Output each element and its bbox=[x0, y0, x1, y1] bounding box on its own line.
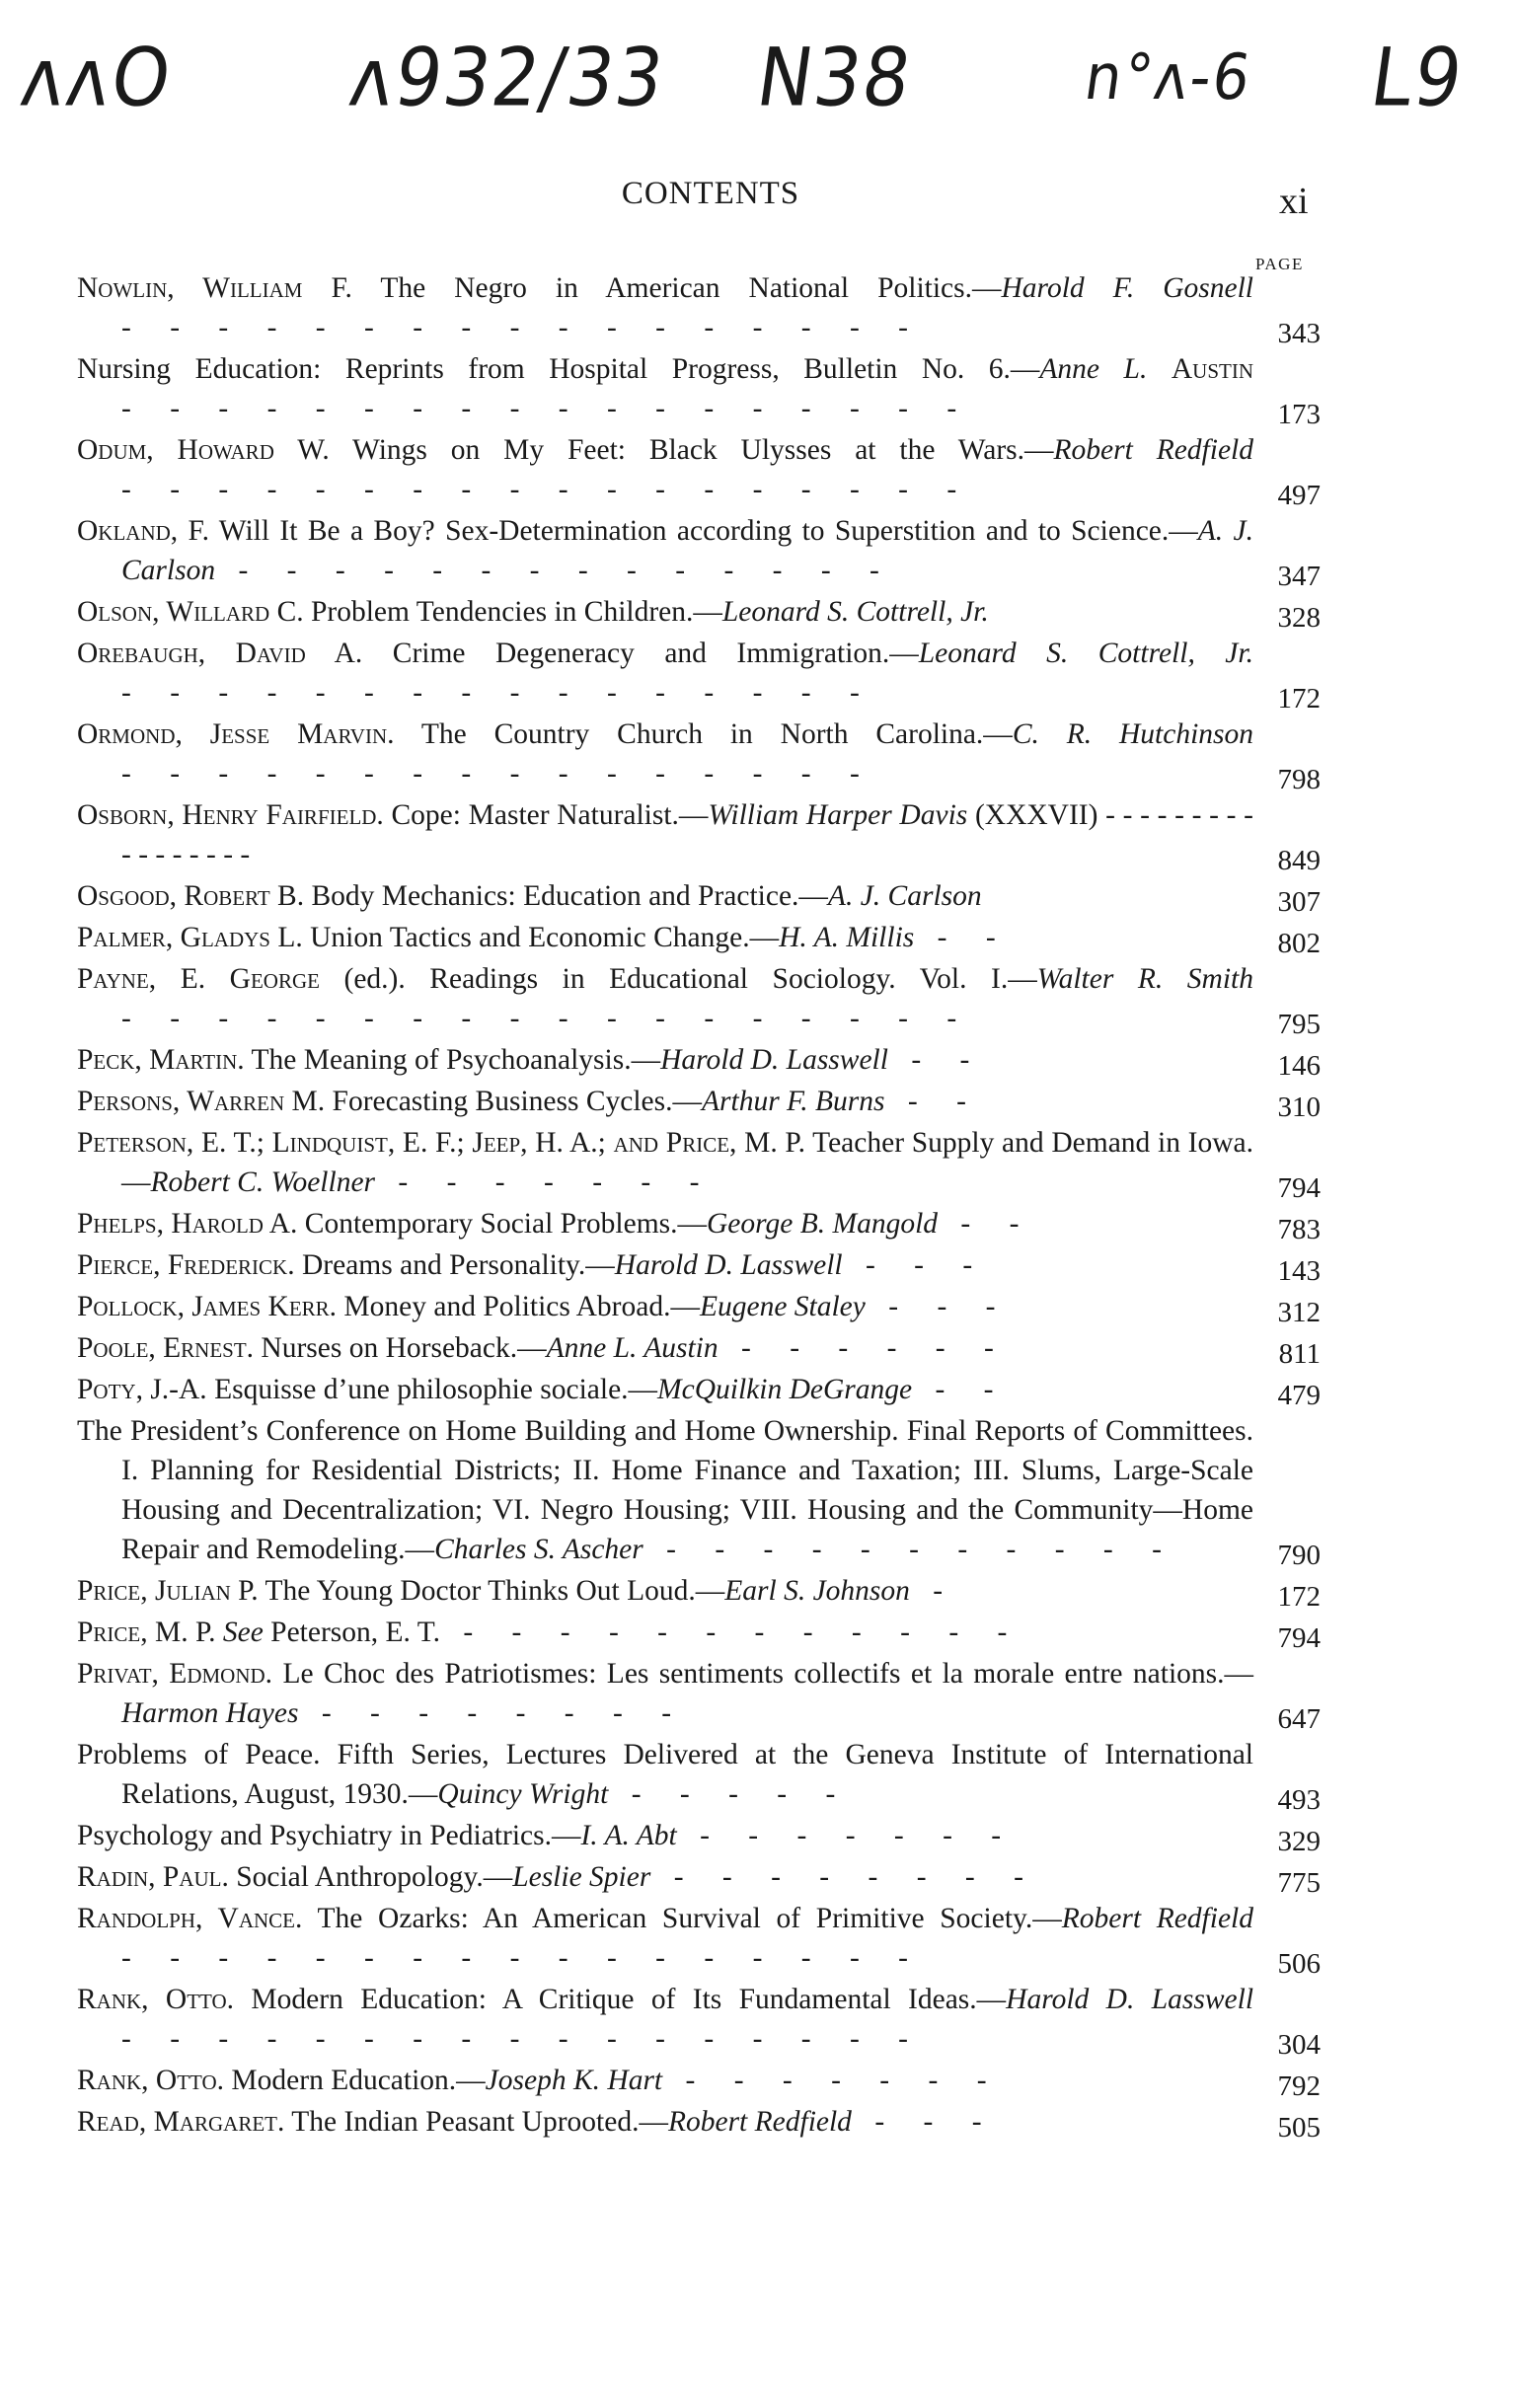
dot-leader: - - bbox=[884, 1086, 982, 1117]
entry-title bbox=[215, 1617, 222, 1648]
dot-leader: - - - - - - - - - - - bbox=[643, 1534, 1177, 1565]
dot-leader: - - - bbox=[865, 1291, 1012, 1322]
entry-page-number: 493 bbox=[1277, 1784, 1321, 1816]
author-name: Palmer, Gladys L. bbox=[77, 922, 303, 953]
contents-entry bbox=[77, 1411, 1321, 1569]
entry-text bbox=[77, 2061, 1253, 2100]
entry-text bbox=[77, 1245, 1253, 1285]
dot-leader: - - - - - - - bbox=[676, 1820, 1018, 1851]
reviewer-name: Charles S. Ascher bbox=[434, 1534, 643, 1565]
entry-text bbox=[77, 634, 1253, 713]
reviewer-name: Harmon Hayes bbox=[121, 1697, 299, 1729]
entry-text bbox=[77, 1287, 1253, 1326]
author-name: Poty, J.-A. bbox=[77, 1374, 207, 1405]
entry-page-number: 146 bbox=[1277, 1050, 1321, 1082]
entry-title: Forecasting Business Cycles.— bbox=[325, 1086, 702, 1117]
entry-title: The Young Doctor Thinks Out Loud.— bbox=[258, 1575, 725, 1607]
entry-text bbox=[77, 1370, 1253, 1409]
entry-page-number: 811 bbox=[1278, 1338, 1321, 1370]
contents-entry bbox=[77, 2061, 1321, 2100]
handwritten-note: ʌ932/33 bbox=[343, 31, 671, 125]
handwritten-note: n°ʌ-6 bbox=[1080, 39, 1257, 114]
entry-page-number: 310 bbox=[1277, 1091, 1321, 1123]
entry-title: (XXXVII) - - - - - - - - - - - - - - - - - bbox=[121, 799, 1253, 870]
author-name: Payne, E. George bbox=[77, 963, 320, 995]
entry-text bbox=[77, 715, 1253, 793]
author-name: Phelps, Harold A. bbox=[77, 1208, 298, 1240]
entry-title: Cope: Master Naturalist.— bbox=[383, 799, 709, 831]
entry-page-number: 143 bbox=[1277, 1255, 1321, 1287]
contents-entry bbox=[77, 959, 1321, 1038]
contents-entry bbox=[77, 1899, 1321, 1978]
entry-title: Peterson, E. T. bbox=[263, 1617, 440, 1648]
reviewer-name: Robert Redfield bbox=[667, 2106, 852, 2138]
entry-title: Modern Education.— bbox=[224, 2065, 486, 2096]
contents-entry bbox=[77, 1204, 1321, 1243]
page-title: CONTENTS bbox=[621, 176, 800, 211]
entry-page-number: 775 bbox=[1277, 1867, 1321, 1899]
entry-page-number: 172 bbox=[1277, 683, 1321, 715]
entry-page-number: 849 bbox=[1277, 845, 1321, 876]
author-name: Osgood, Robert B. bbox=[77, 880, 305, 912]
entry-title: Social Anthropology.— bbox=[228, 1861, 513, 1893]
entry-text bbox=[77, 2102, 1253, 2142]
reviewer-name: Robert Redfield bbox=[1053, 434, 1253, 466]
entry-page-number: 647 bbox=[1277, 1703, 1321, 1735]
dot-leader: - - bbox=[938, 1208, 1035, 1240]
dot-leader: - - - - - - - - - - - - - - - - - - bbox=[121, 474, 973, 505]
entry-text bbox=[77, 1735, 1253, 1814]
contents-entry bbox=[77, 1328, 1321, 1368]
dot-leader: - - - - - - bbox=[718, 1332, 1010, 1364]
reviewer-name: Harold D. Lasswell bbox=[1006, 1984, 1254, 2015]
dot-leader: - - bbox=[887, 1044, 986, 1076]
author-name: Ormond, Jesse Marvin. bbox=[77, 718, 395, 750]
entry-title: Contemporary Social Problems.— bbox=[297, 1208, 707, 1240]
author-name: Orebaugh, David A. bbox=[77, 638, 363, 669]
contents-entry bbox=[77, 1571, 1321, 1611]
entry-title: Teacher Supply and Demand in Iowa.— bbox=[121, 1127, 1253, 1198]
entry-title: The Negro in American National Politics.— bbox=[351, 272, 1002, 304]
reviewer-name: H. A. Millis bbox=[779, 922, 915, 953]
dot-leader: - - - - - - - - - - - - - - - - - - bbox=[121, 1003, 973, 1034]
reviewer-name: Arthur F. Burns bbox=[702, 1086, 885, 1117]
dot-leader: - bbox=[909, 1575, 959, 1607]
entry-page-number: 794 bbox=[1277, 1622, 1321, 1654]
entry-title: Dreams and Personality.— bbox=[294, 1249, 615, 1281]
contents-entry bbox=[77, 1654, 1321, 1733]
entry-text bbox=[77, 1571, 1253, 1611]
entry-title: (ed.). Readings in Educational Sociology. Vol. I.— bbox=[319, 963, 1037, 995]
author-name: Persons, Warren M. bbox=[77, 1086, 326, 1117]
entry-text bbox=[77, 1040, 1253, 1080]
page-number: xi bbox=[1279, 181, 1309, 222]
entry-title: Union Tactics and Economic Change.— bbox=[302, 922, 780, 953]
entry-page-number: 304 bbox=[1277, 2029, 1321, 2061]
entry-title: The Ozarks: An American Survival of Primitive Society.— bbox=[302, 1903, 1062, 1934]
entry-page-number: 479 bbox=[1277, 1380, 1321, 1411]
dot-leader: - - - - - - - - - - - - - - - - bbox=[121, 758, 875, 790]
contents-entry bbox=[77, 1082, 1321, 1121]
contents-entry bbox=[77, 1816, 1321, 1855]
entry-page-number: 798 bbox=[1277, 764, 1321, 795]
dot-leader: - - - - - - - - - - - - - - - - bbox=[121, 677, 875, 709]
entry-title: Money and Politics Abroad.— bbox=[337, 1291, 700, 1322]
entry-title: Crime Degeneracy and Immigration.— bbox=[362, 638, 919, 669]
dot-leader: - - - bbox=[851, 2106, 998, 2138]
reviewer-name: Harold F. Gosnell bbox=[1001, 272, 1253, 304]
reviewer-name: Anne L. Austin bbox=[546, 1332, 719, 1364]
reviewer-name: Leslie Spier bbox=[512, 1861, 651, 1893]
entry-title: Nursing Education: Reprints from Hospital Progress, Bulletin No. 6.— bbox=[77, 353, 1040, 385]
entry-text bbox=[77, 876, 1253, 916]
author-name: Odum, Howard W. bbox=[77, 434, 330, 466]
contents-entry bbox=[77, 1370, 1321, 1409]
entry-title: Problem Tendencies in Children.— bbox=[303, 596, 722, 628]
dot-leader: - - - - - - - - - - - - bbox=[439, 1617, 1023, 1648]
reviewer-name: Quincy Wright bbox=[437, 1778, 609, 1810]
entry-text bbox=[77, 959, 1253, 1038]
entry-text bbox=[77, 1613, 1253, 1652]
entry-text bbox=[77, 1980, 1253, 2059]
entry-page-number: 792 bbox=[1277, 2070, 1321, 2102]
entry-title: Modern Education: A Critique of Its Fundamental Ideas.— bbox=[234, 1984, 1007, 2015]
contents-entry bbox=[77, 876, 1321, 916]
reviewer-name: C. R. Hutchinson bbox=[1012, 718, 1254, 750]
dot-leader: - - - - - - - - - - - - - - - - - - bbox=[121, 393, 973, 424]
author-name: Price, Julian P. bbox=[77, 1575, 259, 1607]
entry-page-number: 328 bbox=[1277, 602, 1321, 634]
contents-entry bbox=[77, 2102, 1321, 2142]
entry-text bbox=[77, 795, 1253, 874]
author-name: Pollock, James Kerr. bbox=[77, 1291, 338, 1322]
handwritten-note: N38 bbox=[751, 31, 919, 125]
entry-page-number: 802 bbox=[1277, 928, 1321, 959]
handwritten-note: ʌʌO bbox=[15, 31, 179, 125]
contents-entry bbox=[77, 1613, 1321, 1652]
reviewer-name: Harold D. Lasswell bbox=[660, 1044, 888, 1076]
reviewer-name: Harold D. Lasswell bbox=[614, 1249, 843, 1281]
author-name: Privat, Edmond. bbox=[77, 1658, 273, 1690]
contents-entry bbox=[77, 1980, 1321, 2059]
entry-text bbox=[77, 268, 1253, 347]
contents-entry bbox=[77, 430, 1321, 509]
contents-entry bbox=[77, 918, 1321, 957]
contents-entry bbox=[77, 715, 1321, 793]
reviewer-name: William Harper Davis bbox=[708, 799, 968, 831]
entry-page-number: 497 bbox=[1277, 480, 1321, 511]
reviewer-name: Anne L. bbox=[1039, 353, 1172, 385]
entry-title: Nurses on Horseback.— bbox=[254, 1332, 547, 1364]
author-name: Pierce, Frederick. bbox=[77, 1249, 295, 1281]
reviewer-name: George B. Mangold bbox=[707, 1208, 939, 1240]
dot-leader: - - - - - - - - bbox=[298, 1697, 688, 1729]
entry-text bbox=[77, 1082, 1253, 1121]
dot-leader: - - - bbox=[842, 1249, 989, 1281]
reviewer-name: Earl S. Johnson bbox=[724, 1575, 910, 1607]
reviewer-name: McQuilkin DeGrange bbox=[657, 1374, 913, 1405]
author-name: Peterson, E. T.; Lindquist, E. F.; Jeep, H. A.; and Price, M. P. bbox=[77, 1127, 805, 1159]
entry-text bbox=[77, 1204, 1253, 1243]
entry-text bbox=[77, 1654, 1253, 1733]
contents-entry bbox=[77, 1287, 1321, 1326]
contents-entry bbox=[77, 1857, 1321, 1897]
entry-text bbox=[77, 430, 1253, 509]
author-name: Nowlin, William F. bbox=[77, 272, 352, 304]
entry-page-number: 794 bbox=[1277, 1172, 1321, 1204]
reviewer-name: Eugene Staley bbox=[699, 1291, 866, 1322]
author-name: Poole, Ernest. bbox=[77, 1332, 255, 1364]
entry-title: Esquisse d’une philosophie sociale.— bbox=[206, 1374, 658, 1405]
entry-text bbox=[77, 511, 1253, 590]
dot-leader: - - - - - - - - - - - - - - bbox=[215, 555, 895, 586]
author-name: Osborn, Henry Fairfield. bbox=[77, 799, 384, 831]
entry-title: Wings on My Feet: Black Ulysses at the Wars.— bbox=[329, 434, 1054, 466]
entry-text bbox=[77, 1328, 1253, 1368]
dot-leader: - - bbox=[914, 922, 1012, 953]
reviewer-name: I. A. Abt bbox=[580, 1820, 677, 1851]
entry-page-number: 795 bbox=[1277, 1009, 1321, 1040]
author-name: Okland, F. bbox=[77, 515, 209, 547]
reviewer-name: Robert C. Woellner bbox=[150, 1166, 376, 1198]
contents-entry bbox=[77, 1735, 1321, 1814]
author-name: Austin bbox=[1171, 353, 1253, 385]
entry-text bbox=[77, 1857, 1253, 1897]
reviewer-name: Leonard S. Cottrell, Jr. bbox=[721, 596, 989, 628]
entry-text bbox=[77, 918, 1253, 957]
entry-page-number: 172 bbox=[1277, 1581, 1321, 1613]
entry-page-number: 505 bbox=[1277, 2112, 1321, 2144]
contents-entry bbox=[77, 634, 1321, 713]
entry-page-number: 173 bbox=[1277, 399, 1321, 430]
author-name: Peck, Martin. bbox=[77, 1044, 245, 1076]
dot-leader: - - - - - - - - bbox=[650, 1861, 1039, 1893]
entry-page-number: 347 bbox=[1277, 561, 1321, 592]
contents-entry bbox=[77, 1245, 1321, 1285]
entry-text bbox=[77, 1411, 1253, 1569]
entry-text bbox=[77, 349, 1253, 428]
entry-page-number: 343 bbox=[1277, 318, 1321, 349]
entry-page-number: 790 bbox=[1277, 1540, 1321, 1571]
entry-title: The Indian Peasant Uprooted.— bbox=[284, 2106, 668, 2138]
reviewer-name: Robert Redfield bbox=[1061, 1903, 1253, 1934]
contents-entry bbox=[77, 592, 1321, 632]
entry-title: Le Choc des Patriotismes: Les sentiments collectifs et la morale entre nations.— bbox=[272, 1658, 1254, 1690]
contents-entry bbox=[77, 795, 1321, 874]
dot-leader: - - - - - - - - - - - - - - - - - bbox=[121, 312, 925, 343]
author-name: Rank, Otto. bbox=[77, 2065, 225, 2096]
dot-leader: - - - - - - - - - - - - - - - - - bbox=[121, 2023, 925, 2055]
author-name: Randolph, Vance. bbox=[77, 1903, 303, 1934]
entry-title: Body Mechanics: Education and Practice.— bbox=[304, 880, 828, 912]
dot-leader: - - - - - - - bbox=[662, 2065, 1003, 2096]
handwritten-notes bbox=[0, 31, 1513, 144]
author-name: Rank, Otto. bbox=[77, 1984, 235, 2015]
reviewer-name: Joseph K. Hart bbox=[485, 2065, 663, 2096]
running-head bbox=[0, 176, 1513, 225]
dot-leader: - - - - - bbox=[608, 1778, 852, 1810]
reviewer-name: A. J. Carlson bbox=[827, 880, 982, 912]
dot-leader: - - bbox=[912, 1374, 1010, 1405]
entry-title: The Country Church in North Carolina.— bbox=[394, 718, 1013, 750]
entry-text bbox=[77, 1816, 1253, 1855]
page-column-label: PAGE bbox=[1255, 255, 1304, 273]
entry-title: Psychology and Psychiatry in Pediatrics.— bbox=[77, 1820, 581, 1851]
contents-entry bbox=[77, 349, 1321, 428]
entry-page-number: 312 bbox=[1277, 1297, 1321, 1328]
reviewer-name: See bbox=[222, 1617, 264, 1648]
entry-page-number: 329 bbox=[1277, 1826, 1321, 1857]
author-name: Price, M. P. bbox=[77, 1617, 216, 1648]
reviewer-name: Leonard S. Cottrell, Jr. bbox=[918, 638, 1253, 669]
author-name: Radin, Paul. bbox=[77, 1861, 229, 1893]
contents-entry bbox=[77, 1040, 1321, 1080]
entry-text bbox=[77, 592, 1253, 632]
contents-entry bbox=[77, 1123, 1321, 1202]
contents-list bbox=[77, 268, 1321, 2144]
entry-page-number: 783 bbox=[1277, 1214, 1321, 1245]
contents-entry bbox=[77, 268, 1321, 347]
entry-text bbox=[77, 1899, 1253, 1978]
reviewer-name: A. J. Carlson bbox=[121, 515, 1253, 586]
author-name: Olson, Willard C. bbox=[77, 596, 304, 628]
dot-leader: - - - - - - - bbox=[375, 1166, 716, 1198]
entry-title: Problems of Peace. Fifth Series, Lectures Delivered at the Geneva Institute of International Relations, August, 1930.— bbox=[77, 1739, 1253, 1810]
entry-title: Will It Be a Boy? Sex-Determination according to Superstition and to Science.— bbox=[208, 515, 1198, 547]
entry-page-number: 506 bbox=[1277, 1948, 1321, 1980]
entry-title: The President’s Conference on Home Building and Home Ownership. Final Reports of Committees. I. Planning for Residential Districts; II. Home Finance and Taxation; III. Slums, Large-Scale Housing and Decentralization; VI. Negro Housing; VIII. Housing and the Community—Home Repair and Remodeling.— bbox=[77, 1415, 1253, 1565]
contents-entry bbox=[77, 511, 1321, 590]
entry-page-number: 307 bbox=[1277, 886, 1321, 918]
entry-text bbox=[77, 1123, 1253, 1202]
entry-title: The Meaning of Psychoanalysis.— bbox=[244, 1044, 661, 1076]
handwritten-note: L9 bbox=[1365, 31, 1470, 125]
reviewer-name: Walter R. Smith bbox=[1036, 963, 1253, 995]
author-name: Read, Margaret. bbox=[77, 2106, 285, 2138]
dot-leader: - - - - - - - - - - - - - - - - - bbox=[121, 1942, 925, 1974]
